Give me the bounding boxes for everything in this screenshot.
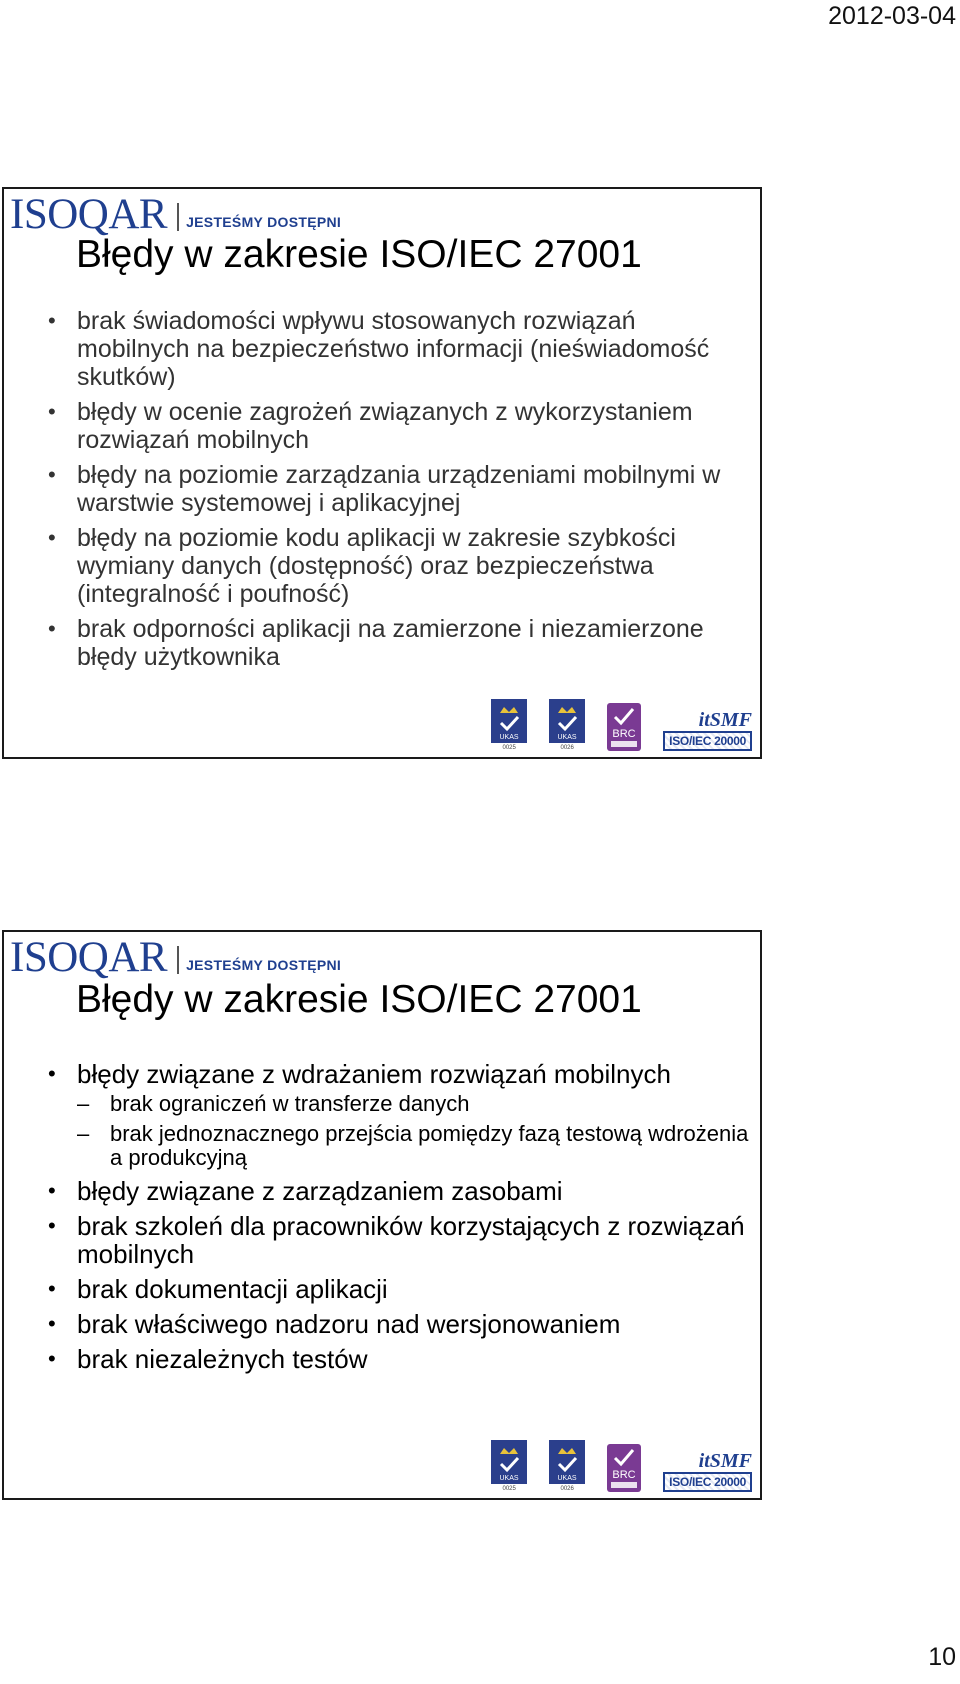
badge-code: 0025 [502,745,516,751]
ukas-crown-icon [549,1440,585,1484]
itsmf-badge [663,1451,752,1492]
badge-code: 0025 [502,1486,516,1492]
badge-code: 0026 [560,745,574,751]
bullet-text: • brak właściwego nadzoru nad wersjonowaniem [77,1309,621,1339]
certification-badges [491,1440,752,1492]
ukas-badge [549,1440,585,1492]
bullet-item [44,524,754,608]
logo-tagline: JESTEŚMY DOSTĘPNI [186,957,342,973]
iso-20000-label: ISO/IEC 20000 [663,731,752,751]
ukas-crown-icon [549,699,585,743]
slide-2 [2,930,762,1500]
logo-separator [177,946,179,974]
bullet-item [44,1310,754,1338]
bullet-text: • brak szkoleń dla pracowników korzystających z rozwiązań mobilnych [77,1211,745,1269]
page-number: 10 [928,1643,956,1671]
bullet-list [44,307,754,678]
brc-badge [607,1444,641,1492]
bullet-text: • brak świadomości wpływu stosowanych rozwiązań mobilnych na bezpieczeństwo informacji (nieświadomość skutków) [77,307,710,391]
bullet-item [44,1212,754,1268]
sub-bullet-item: – brak jednoznacznego przejścia pomiędzy fazą testową wdrożenia a produkcyjną [77,1122,754,1170]
itsmf-badge [663,710,752,751]
bullet-text: • brak dokumentacji aplikacji [77,1274,388,1304]
bullet-text: • błędy na poziomie kodu aplikacji w zakresie szybkości wymiany danych (dostępność) oraz bezpieczeństwa (integralność i poufność) [77,524,676,608]
iso-20000-label: ISO/IEC 20000 [663,1472,752,1492]
sub-bullet-item: – brak ograniczeń w transferze danych [77,1092,754,1116]
brc-badge [607,703,641,751]
bullet-item [44,461,754,517]
bullet-text: • błędy na poziomie zarządzania urządzeniami mobilnymi w warstwie systemowej i aplikacyjnej [77,461,721,517]
bullet-text: • błędy w ocenie zagrożeń związanych z wykorzystaniem rozwiązań mobilnych [77,398,693,454]
bullet-item [44,398,754,454]
ukas-crown-icon [491,1440,527,1484]
svg-text:UKAS: UKAS [499,1475,519,1482]
brc-icon [607,1444,641,1492]
itsmf-label: itSMF [698,709,752,731]
bullet-item [44,1275,754,1303]
isoqar-logo [10,193,341,237]
slide-1 [2,187,762,759]
ukas-badge [491,1440,527,1492]
logo-wordmark: ISOQAR [10,191,168,238]
svg-text:BRC: BRC [612,728,636,740]
logo-tagline: JESTEŚMY DOSTĘPNI [186,214,342,230]
ukas-crown-icon [491,699,527,743]
bullet-item [44,307,754,391]
certification-badges [491,699,752,751]
ukas-badge [491,699,527,751]
bullet-item [44,1177,754,1205]
svg-text:UKAS: UKAS [499,734,519,741]
bullet-text: • błędy związane z zarządzaniem zasobami [77,1176,563,1206]
bullet-item [44,615,754,671]
svg-text:UKAS: UKAS [557,734,577,741]
ukas-badge [549,699,585,751]
logo-wordmark: ISOQAR [10,934,168,981]
bullet-item [44,1345,754,1373]
svg-text:BRC: BRC [612,1469,636,1481]
badge-code: 0026 [560,1486,574,1492]
bullet-list [44,1060,754,1380]
slide-title: Błędy w zakresie ISO/IEC 27001 [76,233,642,276]
bullet-text: • brak odporności aplikacji na zamierzone i niezamierzone błędy użytkownika [77,615,704,671]
itsmf-label: itSMF [698,1450,752,1472]
slide-title: Błędy w zakresie ISO/IEC 27001 [76,978,642,1021]
isoqar-logo [10,936,341,980]
sub-bullet-list [77,1092,754,1170]
bullet-text: • brak niezależnych testów [77,1344,368,1374]
logo-separator [177,203,179,231]
page-date: 2012-03-04 [828,2,956,30]
bullet-item [44,1060,754,1170]
bullet-text: • błędy związane z wdrażaniem rozwiązań mobilnych [77,1059,671,1089]
brc-icon [607,703,641,751]
svg-text:UKAS: UKAS [557,1475,577,1482]
